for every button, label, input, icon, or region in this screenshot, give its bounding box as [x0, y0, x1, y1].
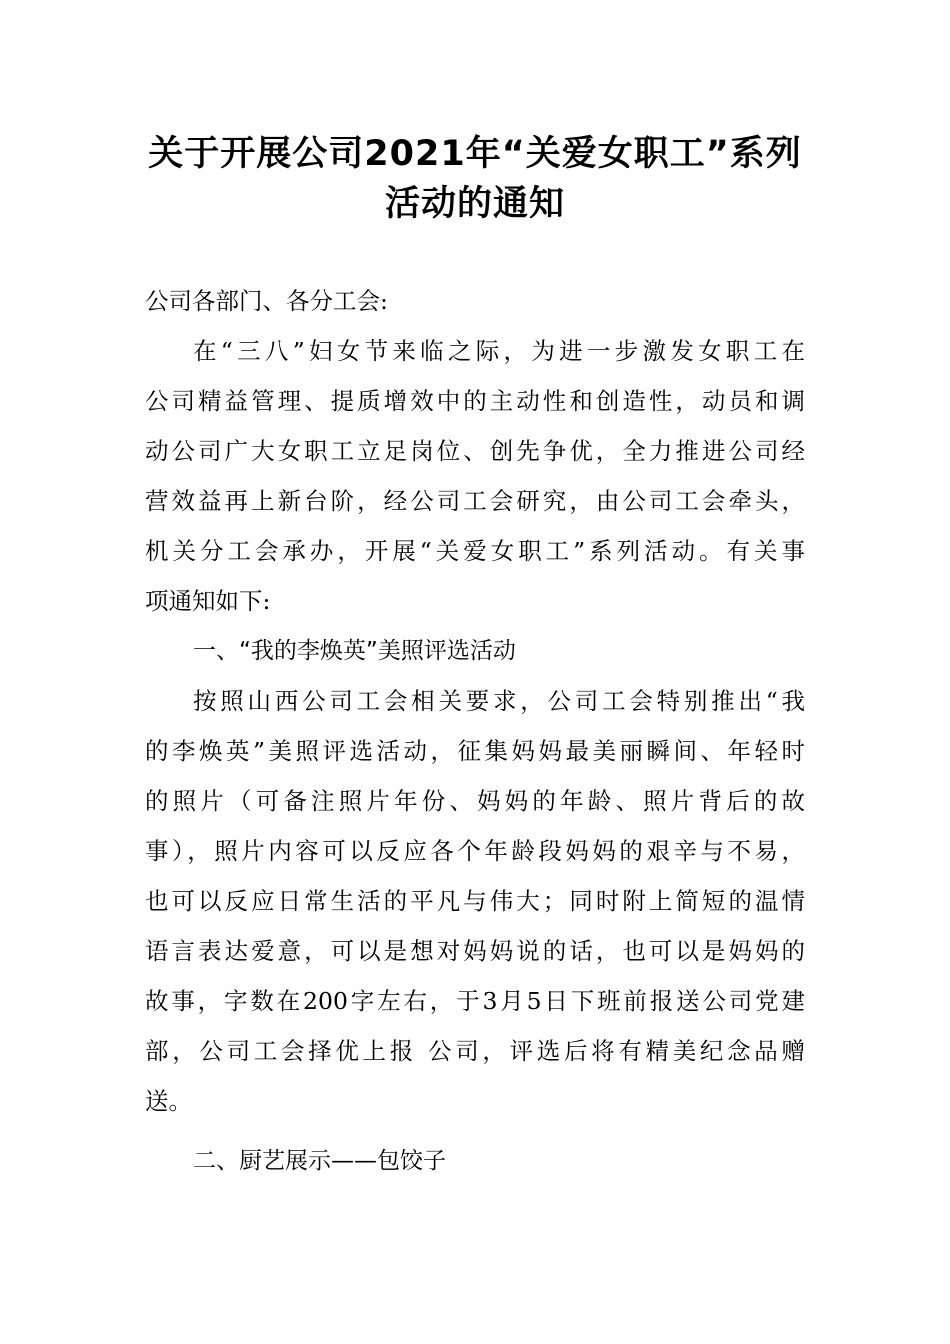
intro-line-1: 在“三八”妇女节来临之际，为进一步激发女职工在 [193, 337, 805, 365]
section-1-line-6: 语言表达爱意，可以是想对妈妈说的话，也可以是妈妈的 [145, 937, 805, 965]
section-1-line-8: 部，公司工会择优上报 公司，评选后将有精美纪念品赠 [145, 1037, 805, 1065]
intro-line-4: 营效益再上新台阶，经公司工会研究，由公司工会牵头， [145, 487, 805, 515]
section-1-line-5: 也可以反应日常生活的平凡与伟大；同时附上简短的温情 [145, 887, 805, 915]
section-1-line-2: 的李焕英”美照评选活动，征集妈妈最美丽瞬间、年轻时 [145, 737, 805, 765]
section-1-line-7: 故事，字数在200字左右，于3月5日下班前报送公司党建 [145, 987, 805, 1015]
section-1-line-9: 送。 [145, 1087, 192, 1115]
intro-line-5: 机关分工会承办，开展“关爱女职工”系列活动。有关事 [145, 537, 805, 565]
intro-line-3: 动公司广大女职工立足岗位、创先争优，全力推进公司经 [145, 437, 805, 465]
section-1-line-1: 按照山西公司工会相关要求，公司工会特别推出“我 [193, 687, 805, 715]
section-1-line-4: 事），照片内容可以反应各个年龄段妈妈的艰辛与不易， [145, 837, 805, 865]
section-1-heading: 一、“我的李焕英”美照评选活动 [193, 638, 516, 664]
section-2-heading: 二、厨艺展示——包饺子 [193, 1148, 446, 1174]
salutation: 公司各部门、各分工会: [145, 287, 388, 315]
document-title-line-2: 活动的通知 [384, 184, 565, 224]
intro-line-6: 项通知如下: [145, 587, 271, 615]
document-title-line-1: 关于开展公司2021年“关爱女职工”系列 [148, 134, 802, 174]
section-1-line-3: 的照片（可备注照片年份、妈妈的年龄、照片背后的故 [145, 787, 805, 815]
intro-line-2: 公司精益管理、提质增效中的主动性和创造性，动员和调 [145, 387, 805, 415]
